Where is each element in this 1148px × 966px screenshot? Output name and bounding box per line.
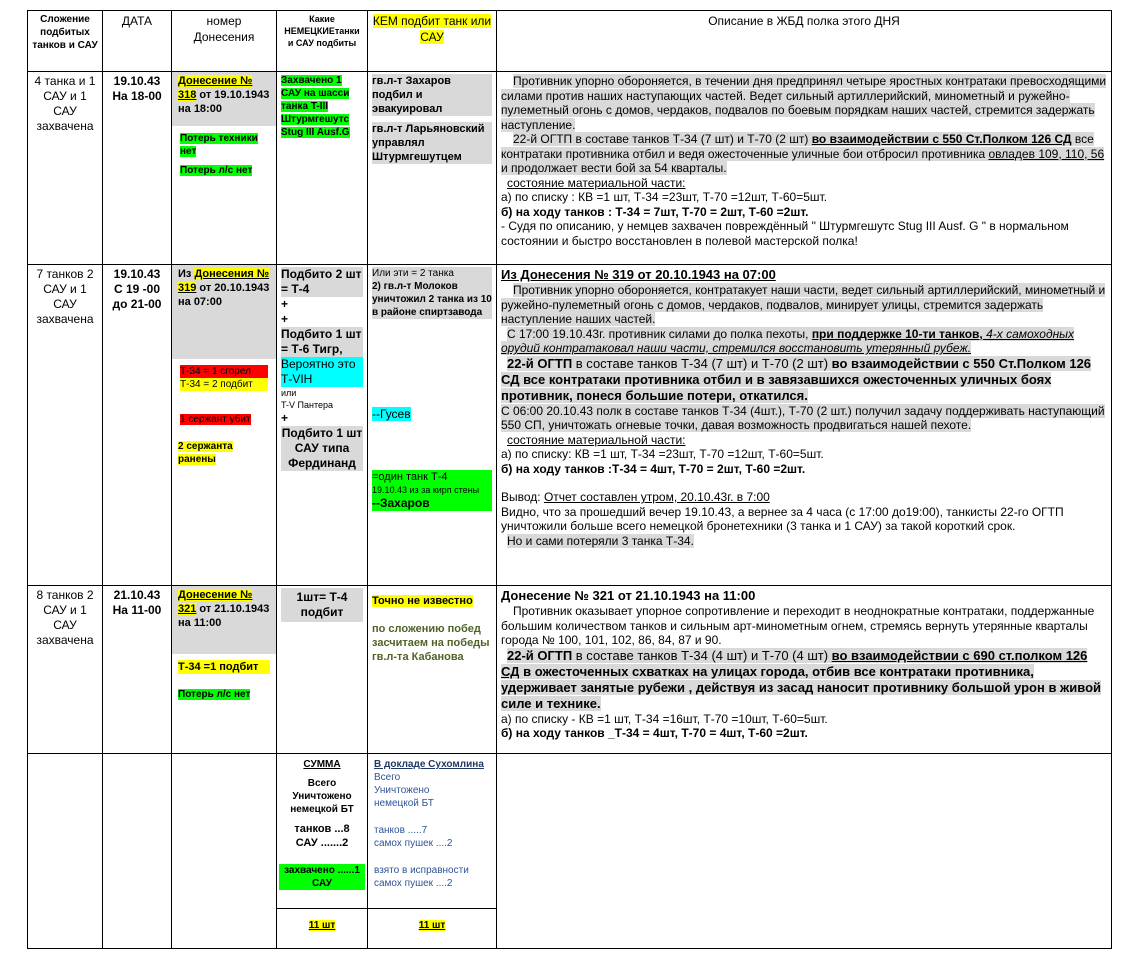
german-cell: 1шт= Т-4 подбит xyxy=(277,586,368,754)
wounded-badge: 2 сержанта ранены xyxy=(178,441,233,465)
header-sum: Сложение подбитых танков и САУ xyxy=(28,11,103,72)
sum-cell: 4 танка и 1 САУ и 1 САУ захвачена xyxy=(28,72,103,265)
header-row xyxy=(28,11,1112,72)
header-report: номер Донесения xyxy=(172,11,277,72)
summary-row xyxy=(28,754,1112,949)
header-date: ДАТА xyxy=(103,11,172,72)
report-cell: Из Донесения № 319 от 20.10.1943 на 07:00 Т-34 = 1 сгорел Т-34 = 2 подбит 1 сержант убит 2 сержанта ранены xyxy=(172,265,277,586)
german-cell: Захвачено 1 САУ на шасси танка T-III Штурмгешутс Stug III Ausf.G xyxy=(277,72,368,265)
sum-cell: 8 танков 2 САУ и 1 САУ захвачена xyxy=(28,586,103,754)
report-cell: Донесение № 318 от 19.10.1943 на 18:00 Потерь техники нет Потерь л/с нет xyxy=(172,72,277,265)
who-cell: Точно не известно по сложению побед засчитаем на победы гв.л-та Кабанова xyxy=(368,586,497,754)
report-cell: Донесение № 321 от 21.10.1943 на 11:00 Т-34 =1 подбит Потерь л/с нет xyxy=(172,586,277,754)
table-row xyxy=(28,586,1112,754)
date-cell: 19.10.43 С 19 -00 до 21-00 xyxy=(103,265,172,586)
who-cell: Или эти = 2 танка 2) гв.л-т Молоков уничтожил 2 танка из 10 в районе спиртзавода --Гусев =один танк Т-4 19.10.43 из за кирп стены --Захаров xyxy=(368,265,497,586)
report-table xyxy=(27,10,1112,949)
hit-badge: Т-34 =1 подбит xyxy=(178,660,270,674)
killed-badge: 1 сержант убит xyxy=(180,414,251,425)
table-row xyxy=(28,72,1112,265)
summary-german-cell: СУММА Всего Уничтожено немецкой БТ танков ...8 САУ .......2 захвачено ......1 САУ 11 шт xyxy=(277,754,368,949)
hit-badge: Т-34 = 2 подбит xyxy=(180,378,268,391)
date-cell: 21.10.43 На 11-00 xyxy=(103,586,172,754)
loss-tech: Потерь техники нет xyxy=(180,133,258,157)
header-german: Какие НЕМЕЦКИЕтанки и САУ подбиты xyxy=(277,11,368,72)
header-who: КЕМ подбит танк или САУ xyxy=(368,11,497,72)
table-row xyxy=(28,265,1112,586)
loss-people: Потерь л/с нет xyxy=(180,165,253,176)
loss-people: Потерь л/с нет xyxy=(178,689,251,700)
sum-cell: 7 танков 2 САУ и 1 САУ захвачена xyxy=(28,265,103,586)
summary-who-cell: В докладе Сухомлина Всего Уничтожено немецкой БТ танков .....7 самох пушек ....2 взято в исправности самох пушек ....2 11 шт xyxy=(368,754,497,949)
header-desc: Описание в ЖБД полка этого ДНЯ xyxy=(497,11,1112,72)
burned-badge: Т-34 = 1 сгорел xyxy=(180,365,268,378)
german-cell: Подбито 2 шт = Т-4 + + Подбито 1 шт = Т-6 Тигр, Вероятно это Т-VIH или T-V Пантера + Подбито 1 шт САУ типа Фердинанд xyxy=(277,265,368,586)
desc-cell: Донесение № 321 от 21.10.1943 на 11:00 Противник оказывает упорное сопротивление и переходит в неоднократные контратаки, поддержанные большим количеством танков и сильным арт-минометным огнем, стремясь вернуть утерянные кварталы города № 100, 101, 102, 86, 84, 87 и 90. 22-й ОГТП в составе танков Т-34 (4 шт) и Т-70 (4 шт) во взаимодействии с 690 ст.полком 126 СД в ожесточенных схватках на улицах города, отбив все контратаки противника, удерживает занятые рубежи , действуя из засад наносит противнику большой урон в живой силе и технике. а) по списку - КВ =1 шт, Т-34 =16шт, Т-70 =10шт, Т-60=5шт. б) на ходу танков _Т-34 = 4шт, Т-70 = 4шт, Т-60 =2шт. xyxy=(497,586,1112,754)
desc-cell: Противник упорно обороняется, в течении дня предпринял четыре яростных контратаки превосходящими силами против наших наступающих частей. Ведет сильный артиллерийский, минометный и ружейно-пулеметный огонь с домов, чердаков, подвалов по боевым порядкам наших частей, стремится задержать наступление. 22-й ОГТП в составе танков Т-34 (7 шт) и Т-70 (2 шт) во взаимодействии с 550 Ст.Полком 126 СД все контратаки противника отбил и ведя ожесточенные уличные бои отбросил противника овладев 109, 110, 56 и продолжает вести бой за 54 кварталы. состояние материальной части: а) по списку : КВ =1 шт, Т-34 =23шт, Т-70 =12шт, Т-60=5шт. б) на ходу танков : Т-34 = 7шт, Т-70 = 2шт, Т-60 =2шт. - Судя по описанию, у немцев захвачен повреждённый " Штурмгешутс Stug III Ausf. G " в нормальном состоянии и быстро восстановлен в полевой мастерской полка! xyxy=(497,72,1112,265)
who-cell: гв.л-т Захаров подбил и эвакуировал гв.л-т Ларьяновский управлял Штурмгешутцем xyxy=(368,72,497,265)
desc-cell: Из Донесения № 319 от 20.10.1943 на 07:00 Противник упорно обороняется, контратакует наши части, ведет сильный артиллерийский, минометный и ружейно-пулеметный огонь с домов, чердаков, подвалов, минирует улицы, стремится задержать наступление наших частей. С 17:00 19.10.43г. противник силами до полка пехоты, при поддержке 10-ти танков, 4-х самоходных орудий контратаковал наши части, стремился восстановить утерянный рубеж. 22-й ОГТП в составе танков Т-34 (7 шт) и Т-70 (2 шт) во взаимодействии с 550 Ст.Полком 126 СД все контратаки противника отбил и в завязавшихся ожесточенных уличных боях противник, понеся большие потери, откатился. С 06:00 20.10.43 полк в составе танков Т-34 (4шт.), Т-70 (2 шт.) получил задачу поддерживать наступающий 550 СП, уничтожать огневые точки, давая возможность продвигаться нашей пехоте. состояние материальной части: а) по списку: КВ =1 шт, Т-34 =23шт, Т-70 =12шт, Т-60=5шт. б) на ходу танков :Т-34 = 4шт, Т-70 = 2шт, Т-60 =2шт. Вывод: Отчет составлен утром, 20.10.43г. в 7:00 Видно, что за прошедший вечер 19.10.43, а вернее за 4 часа (с 17:00 до19:00), танкисты 22-го ОГТП уничтожили больше всего немецкой бронетехники (3 танка и 1 САУ) за такой короткий срок. Но и сами потеряли 3 танка Т-34. xyxy=(497,265,1112,586)
date-cell: 19.10.43 На 18-00 xyxy=(103,72,172,265)
